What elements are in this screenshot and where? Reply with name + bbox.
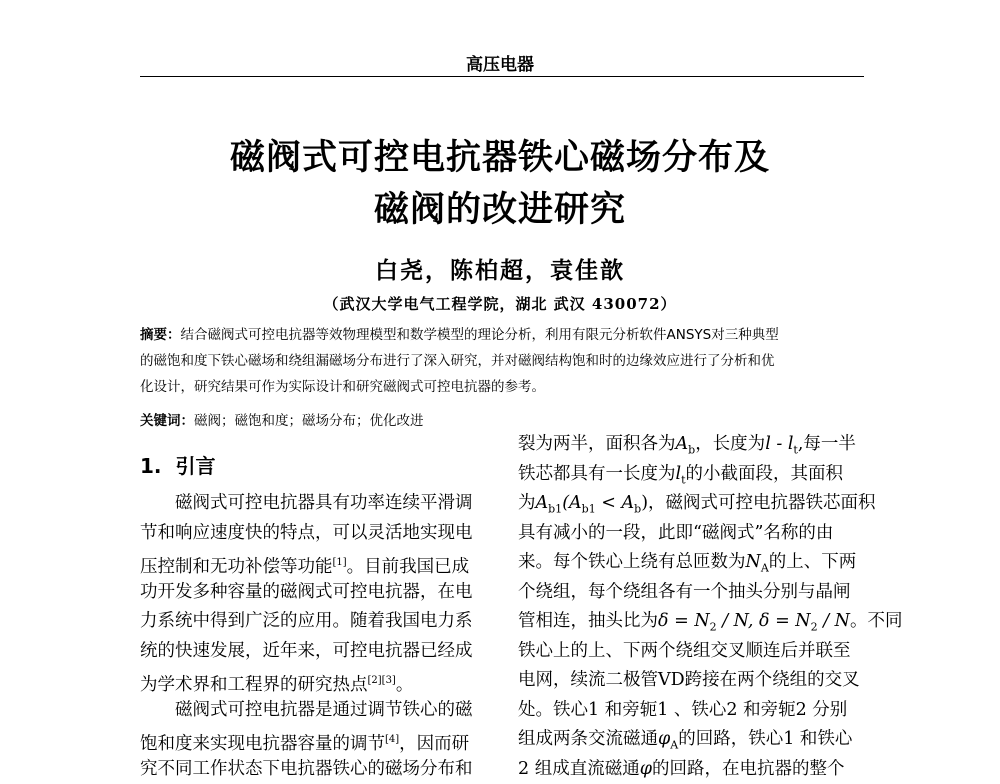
right-line: 处。铁心1 和旁轭1 、铁心2 和旁轭2 分别 bbox=[518, 696, 864, 726]
left-column bbox=[140, 489, 486, 784]
paper-title-line-2: 磁阀的改进研究 bbox=[0, 182, 1000, 232]
left-line: 磁阀式可控电抗器具有功率连续平滑调 bbox=[140, 489, 486, 519]
left-line: 磁阀式可控电抗器是通过调节铁心的磁 bbox=[140, 696, 486, 726]
right-line: 2 组成直流磁通φ的回路，在电抗器的整个 bbox=[518, 755, 864, 784]
journal-header: 高压电器 bbox=[0, 50, 1000, 75]
left-line: 功开发多种容量的磁阀式可控电抗器，在电 bbox=[140, 578, 486, 608]
affiliation: （武汉大学电气工程学院，湖北 武汉 430072） bbox=[0, 293, 1000, 314]
paper-title-line-1: 磁阀式可控电抗器铁心磁场分布及 bbox=[0, 130, 1000, 180]
right-line: 个绕组，每个绕组各有一个抽头分别与晶闸 bbox=[518, 578, 864, 608]
right-line: 来。每个铁心上绕有总匝数为$N_A$的上、下两 bbox=[518, 548, 864, 578]
right-line: 管相连，抽头比为$\delta = N_2 / N$, $\delta = N_2 / N$。不同 bbox=[518, 607, 864, 637]
left-line: 为学术界和工程界的研究热点[2][3]。 bbox=[140, 666, 486, 696]
right-column bbox=[518, 430, 864, 784]
left-line: 节和响应速度快的特点，可以灵活地实现电 bbox=[140, 519, 486, 549]
right-line: 具有减小的一段，此即“磁阀式”名称的由 bbox=[518, 519, 864, 549]
section-title: 引言 bbox=[175, 454, 215, 478]
right-line: 组成两条交流磁通$\varphi_A$的回路，铁心1 和铁心 bbox=[518, 725, 864, 755]
right-line: 铁芯都具有一长度为$l_t$的小截面段，其面积 bbox=[518, 460, 864, 490]
keywords-text: 磁阀；磁饱和度；磁场分布；优化改进 bbox=[194, 413, 424, 429]
abstract-line-1: 摘要：结合磁阀式可控电抗器等效物理模型和数学模型的理论分析，利用有限元分析软件ANSYS对三种典型 bbox=[140, 322, 864, 348]
left-line: 饱和度来实现电抗器容量的调节[4]，因而研 bbox=[140, 725, 486, 755]
right-line: 电网，续流二极管VD跨接在两个绕组的交叉 bbox=[518, 666, 864, 696]
right-line: 裂为两半，面积各为$A_b$，长度为l - $l_t$,每一半 bbox=[518, 430, 864, 460]
abstract-label: 摘要： bbox=[140, 327, 181, 343]
header-rule bbox=[140, 76, 864, 77]
section-heading bbox=[140, 450, 215, 479]
abstract bbox=[140, 322, 864, 400]
keywords bbox=[140, 409, 864, 429]
left-line: 压控制和无功补偿等功能[1]。目前我国已成 bbox=[140, 548, 486, 578]
right-line: 为$A_{b1}(A_{b1} < A_b)$，磁阀式可控电抗器铁芯面积 bbox=[518, 489, 864, 519]
section-number: 1. bbox=[140, 454, 162, 478]
left-line: 力系统中得到广泛的应用。随着我国电力系 bbox=[140, 607, 486, 637]
keywords-label: 关键词： bbox=[140, 413, 194, 429]
left-line: 究不同工作状态下电抗器铁心的磁场分布和 bbox=[140, 755, 486, 784]
abstract-line-2: 的磁饱和度下铁心磁场和绕组漏磁场分布进行了深入研究，并对磁阀结构饱和时的边缘效应进行了分析和优 bbox=[140, 348, 864, 374]
left-line: 统的快速发展，近年来，可控电抗器已经成 bbox=[140, 637, 486, 667]
authors: 白尧，陈柏超，袁佳歆 bbox=[0, 252, 1000, 285]
right-line: 铁心上的上、下两个绕组交叉顺连后并联至 bbox=[518, 637, 864, 667]
abstract-line-3: 化设计，研究结果可作为实际设计和研究磁阀式可控电抗器的参考。 bbox=[140, 374, 864, 400]
